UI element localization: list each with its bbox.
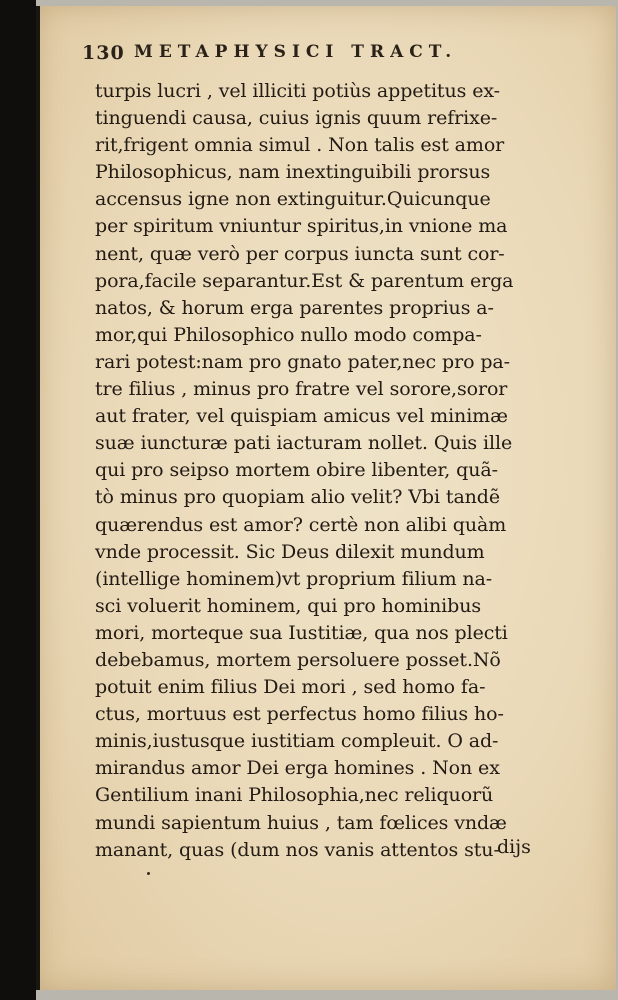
- text-line: accensus igne non extinguitur.Quicunque: [95, 188, 491, 211]
- text-line: rit,frigent omnia simul . Non talis est amor: [95, 134, 505, 157]
- text-line: debebamus, mortem persoluere posset.Nõ: [95, 648, 501, 671]
- page-header: [82, 40, 542, 70]
- text-line: (intellige hominem)vt proprium filium na-: [95, 567, 493, 590]
- text-line: manant, quas (dum nos vanis attentos stu-: [95, 838, 500, 861]
- page-number: 130: [82, 42, 125, 64]
- text-line: per spiritum vniuntur spiritus,in vnione ma: [95, 215, 508, 238]
- text-line: tre filius , minus pro fratre vel sorore,soror: [95, 378, 508, 401]
- text-line: pora,facile separantur.Est & parentum erga: [95, 269, 514, 292]
- text-line: quærendus est amor? certè non alibi quàm: [95, 513, 507, 536]
- text-line: qui pro seipso mortem obire libenter, quã-: [95, 459, 498, 482]
- text-line: mirandus amor Dei erga homines . Non ex: [95, 757, 500, 780]
- text-line: rari potest:nam pro gnato pater,nec pro pa-: [95, 350, 510, 373]
- catchword: dijs: [497, 836, 531, 858]
- text-line: minis,iustusque iustitiam compleuit. O ad-: [95, 730, 499, 753]
- ink-speck: [147, 872, 150, 875]
- text-line: suæ iuncturæ pati iacturam nollet. Quis ille: [95, 432, 513, 455]
- text-line: Gentilium inani Philosophia,nec reliquorũ: [95, 784, 494, 807]
- text-line: natos, & horum erga parentes proprius a-: [95, 296, 494, 319]
- text-line: ctus, mortuus est perfectus homo filius ho-: [95, 703, 504, 726]
- page-edge: [36, 6, 40, 990]
- text-line: tò minus pro quopiam alio velit? Vbi tandẽ: [95, 486, 501, 509]
- text-line: mundi sapientum huius , tam fœlices vndæ: [95, 811, 507, 834]
- text-line: aut frater, vel quispiam amicus vel minimæ: [95, 405, 508, 428]
- text-line: vnde processit. Sic Deus dilexit mundum: [95, 540, 485, 563]
- text-line: nent, quæ verò per corpus iuncta sunt cor-: [95, 242, 505, 265]
- text-line: potuit enim filius Dei mori , sed homo fa-: [95, 676, 486, 699]
- running-head: METAPHYSICI TRACT.: [134, 42, 458, 62]
- text-line: mor,qui Philosophico nullo modo compa-: [95, 323, 482, 346]
- body-text: [95, 78, 555, 864]
- text-line: mori, morteque sua Iustitiæ, qua nos plecti: [95, 621, 508, 644]
- text-line: turpis lucri , vel illiciti potiùs appetitus ex-: [95, 80, 500, 102]
- binding-shadow: [0, 0, 36, 1000]
- text-line: Philosophicus, nam inextinguibili prorsus: [95, 161, 491, 184]
- text-line: sci voluerit hominem, qui pro hominibus: [95, 594, 481, 617]
- text-line: tinguendi causa, cuius ignis quum refrixe-: [95, 107, 498, 130]
